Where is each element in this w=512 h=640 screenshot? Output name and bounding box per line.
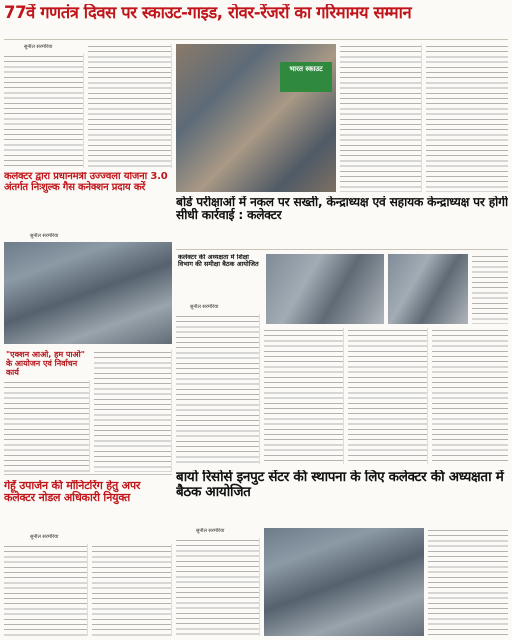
- exam-photo-1: [266, 254, 384, 324]
- camp-text-col-1: [4, 380, 90, 472]
- top-story-headline: 77वें गणतंत्र दिवस पर स्काउट-गाइड, रोवर-रेंजरों का गरिमामय सम्मान: [4, 4, 412, 22]
- wheat-headline: गेहूँ उपार्जन की मॉनिटरिंग हेतु अपर कलेक्टर नोडल अधिकारी नियुक्त: [4, 480, 141, 504]
- exam-headline: बोर्ड परीक्षाओं में नकल पर सख्ती, केन्द्राध्यक्ष एवं सहायक केन्द्राध्यक्ष पर होगी सीधी कार्रवाई : कलेक्टर: [176, 196, 508, 223]
- top-story-byline: सुनील सरमेरिया: [24, 44, 53, 50]
- bio-text-col-2: [428, 528, 508, 636]
- divider: [4, 39, 508, 40]
- exam-text-col-2: [264, 328, 344, 464]
- bio-text-col-1: [176, 538, 260, 636]
- wheat-byline: सुनील सरमेरिया: [30, 534, 59, 540]
- exam-text-col-right: [472, 254, 508, 324]
- top-story-photo-banner: भारत स्काउट: [280, 62, 332, 92]
- divider: [4, 474, 172, 475]
- exam-sub-headline: कलेक्टर की अध्यक्षता में शिक्षा विभाग की समीक्षा बैठक आयोजित: [178, 254, 259, 269]
- exam-photo-2: [388, 254, 468, 324]
- wheat-text-col-2: [92, 544, 172, 636]
- ujjwala-photo: [4, 242, 172, 344]
- bio-headline: बायो रिसोर्स इनपुट सेंटर की स्थापना के लिए कलेक्टर की अध्यक्षता में बैठक आयोजित: [176, 470, 504, 500]
- top-story-text-col-3: [340, 44, 422, 192]
- exam-text-col-4: [432, 328, 508, 464]
- exam-text-col-3: [348, 328, 428, 464]
- camp-text-col-2: [94, 350, 172, 472]
- ujjwala-byline: सुनील सरमेरिया: [30, 233, 59, 239]
- exam-byline: सुनील सरमेरिया: [190, 304, 219, 310]
- top-story-text-col-1: [4, 54, 84, 168]
- top-story-text-col-4: [426, 44, 508, 192]
- bio-byline: सुनील सरमेरिया: [196, 528, 225, 534]
- divider: [176, 249, 508, 250]
- wheat-text-col-1: [4, 544, 88, 636]
- bio-photo: [264, 528, 424, 636]
- camp-pull-quote: "एक्शन आओ, हम पाओ" के आयोजन एवं निर्वाचन कार्य: [6, 350, 85, 378]
- ujjwala-headline: कलेक्टर द्वारा प्रधानमंत्री उज्ज्वला योजना 3.0 अंतर्गत निःशुल्क गैस कनेक्शन प्रदाय करें: [4, 172, 168, 193]
- top-story-text-col-2: [88, 44, 172, 168]
- exam-text-col-1: [176, 314, 260, 464]
- top-story-photo: [176, 44, 336, 192]
